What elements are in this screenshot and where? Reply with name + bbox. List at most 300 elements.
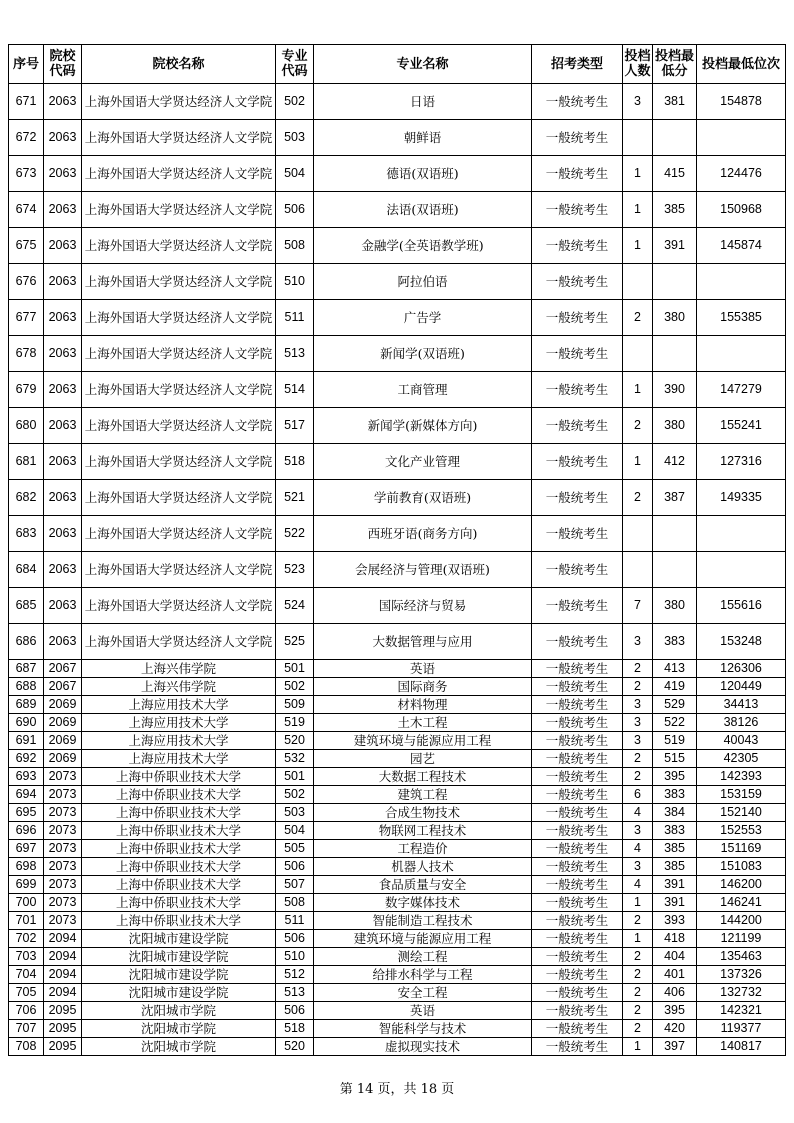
table-row <box>9 192 786 228</box>
cell-school-code: 2063 <box>44 336 82 372</box>
cell-school-name: 上海中侨职业技术大学 <box>82 858 276 876</box>
cell-seq: 689 <box>9 696 44 714</box>
cell-school-name: 沈阳城市学院 <box>82 1038 276 1056</box>
cell-major-code: 512 <box>276 966 314 984</box>
cell-school-code: 2063 <box>44 192 82 228</box>
cell-major-name: 智能制造工程技术 <box>314 912 532 930</box>
cell-school-name: 上海外国语大学贤达经济人文学院 <box>82 408 276 444</box>
cell-school-code: 2069 <box>44 750 82 768</box>
cell-type: 一般统考生 <box>532 750 623 768</box>
cell-school-code: 2063 <box>44 84 82 120</box>
cell-count: 2 <box>623 1002 653 1020</box>
cell-school-code: 2073 <box>44 822 82 840</box>
cell-seq: 695 <box>9 804 44 822</box>
cell-min-score: 381 <box>653 84 697 120</box>
cell-min-rank: 149335 <box>697 480 786 516</box>
cell-count: 2 <box>623 660 653 678</box>
cell-count: 1 <box>623 930 653 948</box>
cell-type: 一般统考生 <box>532 840 623 858</box>
cell-min-rank: 142321 <box>697 1002 786 1020</box>
cell-school-code: 2063 <box>44 372 82 408</box>
cell-min-score: 383 <box>653 822 697 840</box>
cell-school-code: 2069 <box>44 714 82 732</box>
cell-min-rank: 42305 <box>697 750 786 768</box>
cell-count: 1 <box>623 192 653 228</box>
table-row <box>9 372 786 408</box>
cell-type: 一般统考生 <box>532 912 623 930</box>
header-count: 投档人数 <box>623 45 653 84</box>
cell-major-name: 大数据工程技术 <box>314 768 532 786</box>
cell-count: 4 <box>623 840 653 858</box>
cell-seq: 708 <box>9 1038 44 1056</box>
cell-school-code: 2073 <box>44 876 82 894</box>
cell-school-code: 2073 <box>44 912 82 930</box>
cell-major-name: 材料物理 <box>314 696 532 714</box>
cell-min-score: 418 <box>653 930 697 948</box>
header-school-code: 院校代码 <box>44 45 82 84</box>
cell-count <box>623 552 653 588</box>
table-row <box>9 588 786 624</box>
cell-type: 一般统考生 <box>532 228 623 264</box>
header-min-score: 投档最低分 <box>653 45 697 84</box>
cell-min-score: 415 <box>653 156 697 192</box>
cell-min-score: 412 <box>653 444 697 480</box>
cell-major-code: 524 <box>276 588 314 624</box>
cell-major-code: 518 <box>276 444 314 480</box>
table-row <box>9 336 786 372</box>
cell-school-name: 上海中侨职业技术大学 <box>82 840 276 858</box>
cell-school-code: 2073 <box>44 858 82 876</box>
cell-min-score: 380 <box>653 588 697 624</box>
cell-seq: 673 <box>9 156 44 192</box>
cell-min-score: 515 <box>653 750 697 768</box>
cell-count: 2 <box>623 750 653 768</box>
cell-major-name: 文化产业管理 <box>314 444 532 480</box>
cell-count: 3 <box>623 732 653 750</box>
cell-min-rank <box>697 516 786 552</box>
cell-major-name: 西班牙语(商务方向) <box>314 516 532 552</box>
table-row <box>9 660 786 678</box>
cell-min-rank: 155385 <box>697 300 786 336</box>
cell-type: 一般统考生 <box>532 876 623 894</box>
cell-school-name: 上海中侨职业技术大学 <box>82 912 276 930</box>
table-row <box>9 624 786 660</box>
cell-min-rank: 127316 <box>697 444 786 480</box>
cell-school-name: 上海应用技术大学 <box>82 714 276 732</box>
cell-min-rank: 151083 <box>697 858 786 876</box>
cell-min-rank: 147279 <box>697 372 786 408</box>
cell-major-name: 食品质量与安全 <box>314 876 532 894</box>
cell-min-score: 390 <box>653 372 697 408</box>
cell-count: 2 <box>623 966 653 984</box>
cell-major-name: 测绘工程 <box>314 948 532 966</box>
cell-school-name: 上海外国语大学贤达经济人文学院 <box>82 480 276 516</box>
cell-seq: 702 <box>9 930 44 948</box>
cell-major-name: 建筑工程 <box>314 786 532 804</box>
cell-type: 一般统考生 <box>532 336 623 372</box>
cell-major-code: 532 <box>276 750 314 768</box>
cell-type: 一般统考生 <box>532 156 623 192</box>
cell-seq: 704 <box>9 966 44 984</box>
cell-school-name: 上海兴伟学院 <box>82 678 276 696</box>
cell-count: 2 <box>623 948 653 966</box>
cell-school-code: 2063 <box>44 444 82 480</box>
cell-min-score: 404 <box>653 948 697 966</box>
cell-school-name: 上海外国语大学贤达经济人文学院 <box>82 300 276 336</box>
cell-type: 一般统考生 <box>532 714 623 732</box>
cell-school-name: 上海外国语大学贤达经济人文学院 <box>82 84 276 120</box>
cell-major-name: 新闻学(新媒体方向) <box>314 408 532 444</box>
cell-seq: 707 <box>9 1020 44 1038</box>
cell-major-code: 517 <box>276 408 314 444</box>
cell-major-code: 513 <box>276 336 314 372</box>
cell-min-rank: 151169 <box>697 840 786 858</box>
cell-min-rank: 34413 <box>697 696 786 714</box>
cell-major-name: 大数据管理与应用 <box>314 624 532 660</box>
header-min-rank: 投档最低位次 <box>697 45 786 84</box>
cell-school-name: 沈阳城市学院 <box>82 1020 276 1038</box>
cell-major-name: 园艺 <box>314 750 532 768</box>
cell-school-code: 2063 <box>44 516 82 552</box>
cell-min-score <box>653 552 697 588</box>
cell-min-score: 380 <box>653 300 697 336</box>
cell-school-name: 沈阳城市建设学院 <box>82 966 276 984</box>
cell-seq: 677 <box>9 300 44 336</box>
cell-major-code: 506 <box>276 930 314 948</box>
cell-type: 一般统考生 <box>532 444 623 480</box>
cell-school-name: 上海外国语大学贤达经济人文学院 <box>82 336 276 372</box>
cell-min-rank: 146200 <box>697 876 786 894</box>
cell-major-name: 建筑环境与能源应用工程 <box>314 930 532 948</box>
cell-type: 一般统考生 <box>532 264 623 300</box>
cell-major-code: 504 <box>276 156 314 192</box>
cell-type: 一般统考生 <box>532 84 623 120</box>
cell-major-code: 518 <box>276 1020 314 1038</box>
cell-major-name: 安全工程 <box>314 984 532 1002</box>
table-row <box>9 984 786 1002</box>
cell-seq: 680 <box>9 408 44 444</box>
cell-major-code: 505 <box>276 840 314 858</box>
cell-major-name: 英语 <box>314 1002 532 1020</box>
cell-school-code: 2095 <box>44 1038 82 1056</box>
cell-school-code: 2063 <box>44 480 82 516</box>
cell-major-name: 数字媒体技术 <box>314 894 532 912</box>
cell-school-name: 沈阳城市学院 <box>82 1002 276 1020</box>
cell-major-code: 501 <box>276 768 314 786</box>
cell-min-rank: 40043 <box>697 732 786 750</box>
cell-count: 4 <box>623 804 653 822</box>
table-row <box>9 552 786 588</box>
cell-school-name: 沈阳城市建设学院 <box>82 930 276 948</box>
cell-major-code: 510 <box>276 948 314 966</box>
cell-min-rank: 140817 <box>697 1038 786 1056</box>
cell-type: 一般统考生 <box>532 516 623 552</box>
cell-major-code: 504 <box>276 822 314 840</box>
cell-school-name: 上海外国语大学贤达经济人文学院 <box>82 192 276 228</box>
cell-count: 1 <box>623 228 653 264</box>
cell-seq: 683 <box>9 516 44 552</box>
cell-seq: 698 <box>9 858 44 876</box>
cell-major-name: 朝鲜语 <box>314 120 532 156</box>
cell-min-rank: 152553 <box>697 822 786 840</box>
cell-min-rank: 150968 <box>697 192 786 228</box>
cell-major-code: 506 <box>276 858 314 876</box>
header-school-name: 院校名称 <box>82 45 276 84</box>
table-row <box>9 714 786 732</box>
cell-school-code: 2095 <box>44 1020 82 1038</box>
cell-min-rank: 38126 <box>697 714 786 732</box>
cell-min-score: 391 <box>653 876 697 894</box>
cell-seq: 675 <box>9 228 44 264</box>
cell-min-score: 391 <box>653 894 697 912</box>
table-row <box>9 894 786 912</box>
cell-min-score: 391 <box>653 228 697 264</box>
cell-min-score: 385 <box>653 192 697 228</box>
cell-type: 一般统考生 <box>532 696 623 714</box>
cell-count <box>623 516 653 552</box>
cell-type: 一般统考生 <box>532 1038 623 1056</box>
cell-school-code: 2073 <box>44 768 82 786</box>
cell-type: 一般统考生 <box>532 1020 623 1038</box>
cell-min-score: 393 <box>653 912 697 930</box>
cell-type: 一般统考生 <box>532 372 623 408</box>
cell-count: 3 <box>623 624 653 660</box>
cell-school-name: 上海中侨职业技术大学 <box>82 768 276 786</box>
cell-min-rank: 154878 <box>697 84 786 120</box>
cell-min-score: 413 <box>653 660 697 678</box>
cell-min-score: 522 <box>653 714 697 732</box>
cell-school-code: 2063 <box>44 156 82 192</box>
cell-type: 一般统考生 <box>532 120 623 156</box>
cell-major-code: 522 <box>276 516 314 552</box>
cell-count: 2 <box>623 1020 653 1038</box>
table-row <box>9 228 786 264</box>
cell-type: 一般统考生 <box>532 768 623 786</box>
cell-min-score: 529 <box>653 696 697 714</box>
cell-school-name: 沈阳城市建设学院 <box>82 984 276 1002</box>
cell-major-name: 工商管理 <box>314 372 532 408</box>
cell-type: 一般统考生 <box>532 624 623 660</box>
cell-min-rank: 126306 <box>697 660 786 678</box>
cell-min-score: 383 <box>653 624 697 660</box>
cell-major-name: 给排水科学与工程 <box>314 966 532 984</box>
table-row <box>9 750 786 768</box>
cell-count: 1 <box>623 894 653 912</box>
table-row <box>9 1020 786 1038</box>
cell-school-name: 上海中侨职业技术大学 <box>82 894 276 912</box>
table-row <box>9 1038 786 1056</box>
cell-min-score: 380 <box>653 408 697 444</box>
cell-min-rank: 155616 <box>697 588 786 624</box>
admission-table <box>8 44 786 1056</box>
cell-school-name: 上海外国语大学贤达经济人文学院 <box>82 264 276 300</box>
cell-min-rank: 124476 <box>697 156 786 192</box>
cell-count: 2 <box>623 300 653 336</box>
cell-min-score <box>653 120 697 156</box>
cell-seq: 671 <box>9 84 44 120</box>
cell-school-code: 2094 <box>44 984 82 1002</box>
cell-seq: 691 <box>9 732 44 750</box>
cell-min-rank: 155241 <box>697 408 786 444</box>
cell-major-code: 508 <box>276 894 314 912</box>
cell-type: 一般统考生 <box>532 822 623 840</box>
cell-min-rank: 152140 <box>697 804 786 822</box>
cell-min-score <box>653 336 697 372</box>
cell-school-code: 2069 <box>44 696 82 714</box>
cell-seq: 674 <box>9 192 44 228</box>
cell-major-name: 阿拉伯语 <box>314 264 532 300</box>
cell-count: 2 <box>623 984 653 1002</box>
cell-min-score <box>653 264 697 300</box>
cell-school-code: 2094 <box>44 930 82 948</box>
cell-min-score: 395 <box>653 768 697 786</box>
cell-seq: 700 <box>9 894 44 912</box>
table-row <box>9 444 786 480</box>
cell-min-rank: 144200 <box>697 912 786 930</box>
cell-type: 一般统考生 <box>532 552 623 588</box>
cell-count: 1 <box>623 444 653 480</box>
cell-school-code: 2063 <box>44 228 82 264</box>
cell-type: 一般统考生 <box>532 858 623 876</box>
cell-count: 2 <box>623 768 653 786</box>
page-number-text: 第 14 页，共 18 页 <box>339 1082 455 1097</box>
cell-school-code: 2063 <box>44 552 82 588</box>
cell-min-rank: 142393 <box>697 768 786 786</box>
cell-school-code: 2063 <box>44 264 82 300</box>
cell-seq: 688 <box>9 678 44 696</box>
cell-type: 一般统考生 <box>532 1002 623 1020</box>
cell-min-rank: 153248 <box>697 624 786 660</box>
cell-major-name: 国际商务 <box>314 678 532 696</box>
cell-major-name: 智能科学与技术 <box>314 1020 532 1038</box>
cell-min-score: 519 <box>653 732 697 750</box>
cell-min-score: 385 <box>653 858 697 876</box>
cell-school-code: 2063 <box>44 588 82 624</box>
cell-seq: 692 <box>9 750 44 768</box>
table-row <box>9 300 786 336</box>
table-row <box>9 876 786 894</box>
cell-major-name: 日语 <box>314 84 532 120</box>
cell-seq: 681 <box>9 444 44 480</box>
cell-count: 2 <box>623 408 653 444</box>
cell-major-name: 德语(双语班) <box>314 156 532 192</box>
cell-seq: 676 <box>9 264 44 300</box>
cell-seq: 678 <box>9 336 44 372</box>
cell-school-code: 2094 <box>44 966 82 984</box>
cell-type: 一般统考生 <box>532 894 623 912</box>
cell-major-name: 广告学 <box>314 300 532 336</box>
cell-major-name: 英语 <box>314 660 532 678</box>
cell-seq: 679 <box>9 372 44 408</box>
cell-major-code: 502 <box>276 84 314 120</box>
cell-min-score: 401 <box>653 966 697 984</box>
cell-school-code: 2063 <box>44 408 82 444</box>
cell-school-name: 上海中侨职业技术大学 <box>82 876 276 894</box>
cell-count: 3 <box>623 84 653 120</box>
cell-count: 1 <box>623 372 653 408</box>
cell-seq: 690 <box>9 714 44 732</box>
table-row <box>9 840 786 858</box>
cell-min-score <box>653 516 697 552</box>
cell-school-name: 上海外国语大学贤达经济人文学院 <box>82 552 276 588</box>
cell-school-name: 上海中侨职业技术大学 <box>82 786 276 804</box>
cell-major-code: 503 <box>276 120 314 156</box>
cell-major-name: 国际经济与贸易 <box>314 588 532 624</box>
cell-min-rank: 146241 <box>697 894 786 912</box>
table-row <box>9 678 786 696</box>
cell-count: 3 <box>623 858 653 876</box>
table-row <box>9 156 786 192</box>
cell-seq: 694 <box>9 786 44 804</box>
page-footer <box>0 1078 794 1097</box>
cell-min-score: 385 <box>653 840 697 858</box>
cell-count: 3 <box>623 714 653 732</box>
cell-major-name: 法语(双语班) <box>314 192 532 228</box>
cell-major-code: 525 <box>276 624 314 660</box>
cell-major-code: 510 <box>276 264 314 300</box>
cell-type: 一般统考生 <box>532 678 623 696</box>
cell-school-code: 2094 <box>44 948 82 966</box>
cell-school-name: 上海应用技术大学 <box>82 696 276 714</box>
cell-seq: 699 <box>9 876 44 894</box>
cell-school-name: 上海外国语大学贤达经济人文学院 <box>82 444 276 480</box>
table-row <box>9 804 786 822</box>
table-body <box>9 84 786 1056</box>
cell-count: 2 <box>623 480 653 516</box>
cell-major-code: 503 <box>276 804 314 822</box>
cell-school-code: 2063 <box>44 300 82 336</box>
header-seq: 序号 <box>9 45 44 84</box>
cell-school-name: 上海外国语大学贤达经济人文学院 <box>82 156 276 192</box>
header-major-name: 专业名称 <box>314 45 532 84</box>
cell-major-name: 合成生物技术 <box>314 804 532 822</box>
cell-min-rank: 135463 <box>697 948 786 966</box>
cell-seq: 687 <box>9 660 44 678</box>
table-row <box>9 912 786 930</box>
cell-major-code: 520 <box>276 1038 314 1056</box>
cell-min-rank <box>697 552 786 588</box>
cell-school-name: 上海外国语大学贤达经济人文学院 <box>82 588 276 624</box>
cell-count: 3 <box>623 696 653 714</box>
table-row <box>9 768 786 786</box>
cell-school-code: 2073 <box>44 786 82 804</box>
cell-major-code: 513 <box>276 984 314 1002</box>
cell-seq: 696 <box>9 822 44 840</box>
cell-major-code: 507 <box>276 876 314 894</box>
table-row <box>9 264 786 300</box>
table-row <box>9 732 786 750</box>
table-row <box>9 1002 786 1020</box>
cell-major-name: 机器人技术 <box>314 858 532 876</box>
cell-type: 一般统考生 <box>532 588 623 624</box>
cell-seq: 706 <box>9 1002 44 1020</box>
cell-major-name: 工程造价 <box>314 840 532 858</box>
cell-count: 1 <box>623 156 653 192</box>
cell-major-code: 506 <box>276 1002 314 1020</box>
cell-min-rank: 132732 <box>697 984 786 1002</box>
cell-min-rank: 120449 <box>697 678 786 696</box>
cell-count: 6 <box>623 786 653 804</box>
cell-school-name: 上海外国语大学贤达经济人文学院 <box>82 624 276 660</box>
cell-seq: 686 <box>9 624 44 660</box>
cell-school-name: 上海应用技术大学 <box>82 750 276 768</box>
table-row <box>9 696 786 714</box>
cell-count: 2 <box>623 678 653 696</box>
cell-min-rank: 119377 <box>697 1020 786 1038</box>
cell-major-code: 520 <box>276 732 314 750</box>
cell-type: 一般统考生 <box>532 984 623 1002</box>
cell-school-code: 2067 <box>44 660 82 678</box>
